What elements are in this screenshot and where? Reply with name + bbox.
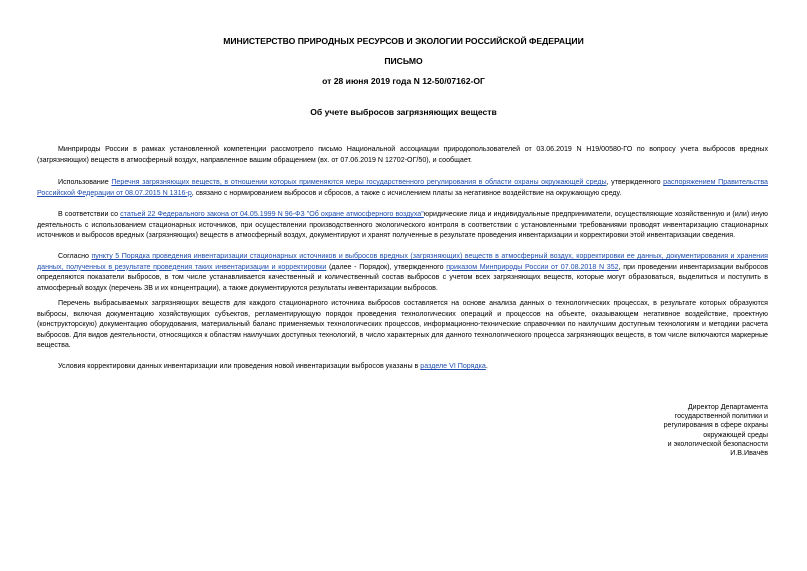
p4-text-1: Согласно <box>58 252 92 260</box>
signature-block <box>540 403 768 458</box>
link-government-order[interactable]: распоряжением Правительства Российской Федерации от 08.07.2015 N 1316-р <box>37 178 768 197</box>
p6-text-2: . <box>485 362 488 370</box>
paragraph-1-text: Минприроды России в рамках установленной компетенции рассмотрело письмо Национальной ассоциации природопользователей от 03.06.2019 N Н19/00580-ГО по вопросу учета выбросов вредных (загрязняющих) веществ в атмосферный воздух, направленное вашим обращением (вх. от 07.06.2019 N 12702-ОГ/50), и сообщает. <box>37 145 768 164</box>
signature-line: и экологической безопасности <box>667 439 768 448</box>
paragraph-4 <box>37 251 768 293</box>
link-inventory-procedure[interactable]: пункту 5 Порядка проведения инвентаризации стационарных источников и выбросов вредных (загрязняющих) веществ в атмосферный воздух, корректировки ее данных, документирования и хранения данных, полученных в результате проведения таких инвентаризации и корректировки <box>37 252 768 271</box>
paragraph-2 <box>37 177 768 198</box>
document-type: ПИСЬМО <box>384 56 423 66</box>
p6-text-1: Условия корректировки данных инвентаризации или проведения новой инвентаризации выбросов указаны в <box>58 362 421 370</box>
ministry-heading: МИНИСТЕРСТВО ПРИРОДНЫХ РЕСУРСОВ И ЭКОЛОГИИ РОССИЙСКОЙ ФЕДЕРАЦИИ <box>223 36 584 46</box>
signature-line: государственной политики и <box>674 412 768 421</box>
signature-line: Директор Департамента <box>687 403 768 411</box>
paragraph-1 <box>37 144 768 165</box>
p2-text-3: , связано с нормированием выбросов и сбросов, а также с исчислением платы за негативное воздействие на окружающую среду. <box>191 188 622 197</box>
p4-text-3: , при проведении инвентаризации выбросов определяются показатели выбросов, в том числе устанавливается качественный и количественный состав выбросов с учетом всех загрязняющих веществ, которые могут образоваться, выделиться и поступить в атмосферный воздух (перечень ЗВ и их концентрации), а также документируются результаты инвентаризации выбросов. <box>37 262 769 292</box>
p3-text-1: В соответствии со <box>58 210 121 218</box>
paragraph-3 <box>37 209 768 241</box>
document-date-number: от 28 июня 2019 года N 12-50/07162-ОГ <box>322 76 485 86</box>
p4-text-2: (далее - Порядок), утвержденного <box>326 262 447 271</box>
p2-text-2: , утвержденного <box>606 178 664 186</box>
paragraph-5 <box>37 298 768 351</box>
signature-line: регулирования в сфере охраны <box>663 421 768 430</box>
document-title: Об учете выбросов загрязняющих веществ <box>310 107 497 117</box>
signature-line: окружающей среды <box>703 430 768 439</box>
link-section-vi[interactable]: разделе VI Порядка <box>420 362 486 370</box>
link-federal-law-article[interactable]: статьей 22 Федерального закона от 04.05.1999 N 96-ФЗ "Об охране атмосферного воздуха" <box>120 210 424 218</box>
signature-name: И.В.Ивачёв <box>730 449 768 458</box>
paragraph-6 <box>37 361 768 372</box>
link-pollutants-list[interactable]: Перечня загрязняющих веществ, в отношении которых применяются меры государственного регулирования в области охраны окружающей среды <box>111 178 607 186</box>
p2-text-1: Использование <box>58 178 112 186</box>
paragraph-5-text: Перечень выбрасываемых загрязняющих веществ для каждого стационарного источника выбросов составляется на основе анализа данных о технологических процессах, в результате которых образуются выбросы, включая документацию хозяйствующих субъектов, регламентирующую порядок проведения технологических операций и процессов на объекте, оказывающем негативное воздействие, проектную (конструкторскую) документацию оборудования, материальный баланс применяемых технологических процессов, информационно-технические справочники по наилучшим доступным технологиям и методики расчета выбросов. Для видов деятельности, относящихся к областям наилучших доступных технологий, в число характерных для данного технологического процесса загрязняющих веществ, в том числе включаются маркерные вещества. <box>37 299 768 349</box>
p3-text-2: юридические лица и индивидуальные предприниматели, осуществляющие хозяйственную и (или) иную деятельность с использованием стационарных источников, при осуществлении производственного экологического контроля в соответствии с установленными требованиями проводят инвентаризацию стационарных источников и выбросов вредных (загрязняющих) веществ в атмосферный воздух, документируют и хранят полученные в результате проведения инвентаризации и корректировки этой инвентаризации сведения. <box>37 210 768 239</box>
link-ministry-order[interactable]: приказом Минприроды России от 07.08.2018 N 352 <box>446 262 619 271</box>
